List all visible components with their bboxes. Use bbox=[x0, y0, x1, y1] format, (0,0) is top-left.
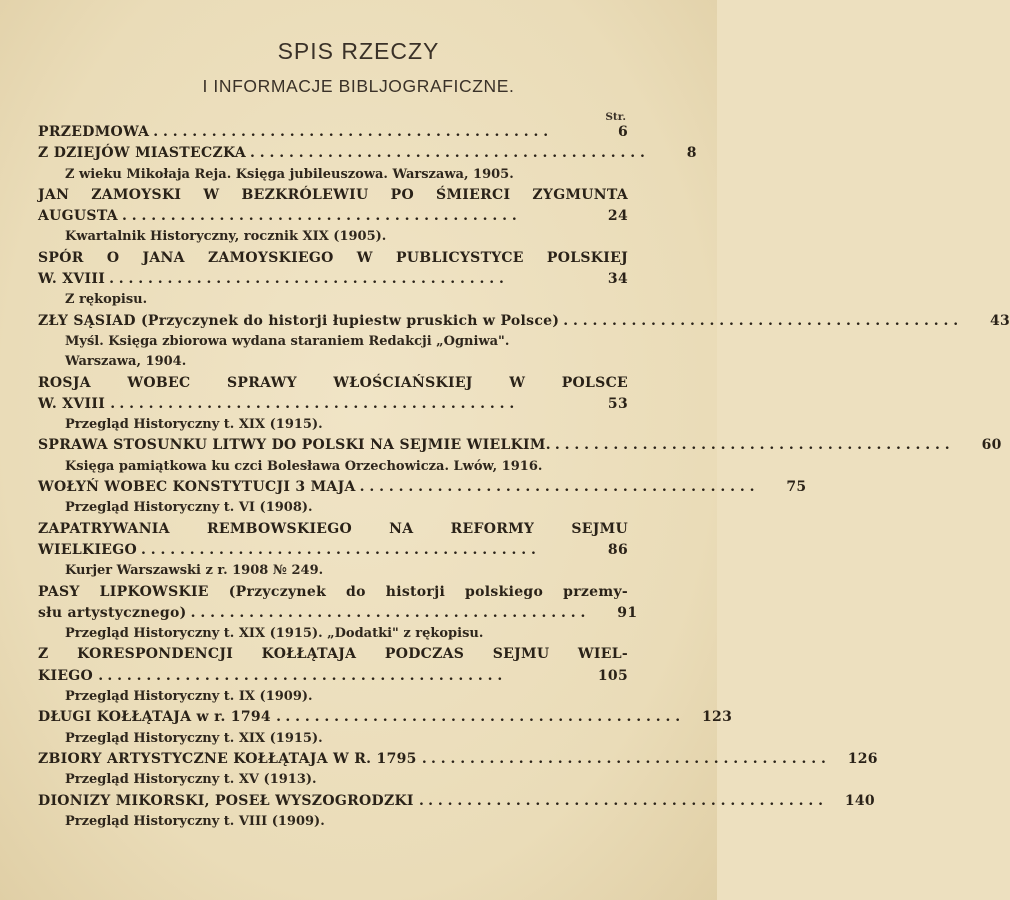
dot-leader: . . . . . . . . . . . . . . . . . . . . . . . . . . . . . . . . . . . . . . . . . bbox=[428, 792, 823, 809]
toc-entry bbox=[38, 521, 628, 584]
toc-entry-title: W. XVIII bbox=[38, 271, 106, 288]
toc-entry-title-line bbox=[38, 584, 628, 605]
toc-entry-title-line bbox=[38, 709, 733, 730]
toc-entry-page-number: 24 bbox=[607, 208, 628, 225]
toc-entry-page-number: 123 bbox=[702, 709, 733, 726]
toc-entry-title: KIEGO . bbox=[38, 667, 104, 684]
toc-entry-title: PRZEDMOWA bbox=[38, 124, 150, 140]
toc-entry-title-line bbox=[38, 792, 875, 814]
toc-entry bbox=[38, 145, 697, 187]
toc-entry-title: SPRAWA STOSUNKU LITWY DO POLSKI NA SEJMIE WIELKIM. bbox=[38, 437, 551, 454]
toc-entry-title-line bbox=[38, 604, 638, 626]
dot-leader: . . . . . . . . . . . . . . . . . . . . . . . . . . . . . . . . . . . . . . . . . bbox=[359, 479, 755, 496]
dot-leader: . . . . . . . . . . . . . . . . . . . . . . . . . . . . . . . . . . . . . . . . . bbox=[119, 395, 515, 412]
toc-entry-source: Przegląd Historyczny t. IX (1909). bbox=[65, 689, 313, 705]
toc-entry-title-line bbox=[38, 271, 628, 292]
toc-entry bbox=[38, 437, 1002, 479]
toc-entry bbox=[38, 792, 875, 835]
toc-entry-source: Przegląd Historyczny t. VI (1908). bbox=[65, 500, 313, 516]
dot-leader: . . . . . . . . . . . . . . . . . . . . . . . . . . . . . . . . . . . . . . . . . bbox=[153, 124, 549, 140]
toc-entry-title: ZBIORY ARTYSTYCZNE KOŁŁĄTAJA W R. 1795 . bbox=[38, 750, 428, 767]
dot-leader: . . . . . . . . . . . . . . . . . . . . . . . . . . . . . . . . . . . . . . . . . bbox=[285, 709, 681, 726]
toc-entry bbox=[38, 709, 733, 751]
toc-entry-source: Kwartalnik Historyczny, rocznik XIX (1905). bbox=[65, 229, 387, 245]
toc-entry-title-line bbox=[38, 479, 807, 500]
toc-entry-title: W. XVIII . bbox=[38, 395, 116, 412]
toc-entry-title-line bbox=[38, 542, 628, 563]
toc-entry-source: Warszawa, 1904. bbox=[65, 354, 187, 370]
toc-entry-title: JAN ZAMOYSKI W BEZKRÓLEWIU PO ŚMIERCI ZYGMUNTA bbox=[38, 186, 628, 203]
toc-entry bbox=[38, 312, 1010, 375]
dot-leader: . . . . . . . . . . . . . . . . . . . . . . . . . . . . . . . . . . . . . . . . . bbox=[554, 437, 950, 454]
toc-entry-title-line bbox=[38, 646, 628, 667]
toc-entry-title: Z DZIEJÓW MIASTECZKA bbox=[38, 145, 247, 162]
toc-entry-title-line bbox=[38, 145, 697, 166]
toc-entry-title: słu artystycznego) bbox=[38, 604, 187, 621]
toc-entry-title-line bbox=[38, 124, 628, 145]
toc-entry bbox=[38, 479, 807, 521]
toc-entry-title-line bbox=[38, 521, 628, 542]
toc-entry-title-line bbox=[38, 312, 1010, 334]
toc-entry-page-number: 126 bbox=[847, 750, 878, 767]
toc-entry-title: WIELKIEGO bbox=[38, 541, 138, 558]
toc-entry bbox=[38, 750, 878, 793]
toc-entry-title: PASY LIPKOWSKIE (Przyczynek do historji polskiego przemy- bbox=[38, 583, 628, 600]
toc-entry-source: Księga pamiątkowa ku czci Bolesława Orzechowicza. Lwów, 1916. bbox=[65, 458, 543, 474]
toc-entry-source: Myśl. Księga zbiorowa wydana staraniem Redakcji „Ogniwa". bbox=[65, 333, 510, 349]
toc-entry-source: Przegląd Historyczny t. XIX (1915). bbox=[65, 417, 323, 433]
toc-entry-page-number: 43 bbox=[990, 312, 1010, 329]
dot-leader: . . . . . . . . . . . . . . . . . . . . . . . . . . . . . . . . . . . . . . . . . bbox=[563, 312, 959, 329]
toc-entry-source: Przegląd Historyczny t. XIX (1915). „Dodatki" z rękopisu. bbox=[65, 626, 484, 642]
page-subtitle: I INFORMACJE BIBLJOGRAFICZNE. bbox=[202, 76, 515, 96]
toc-entry-title-line bbox=[38, 396, 628, 417]
dot-leader: . . . . . . . . . . . . . . . . . . . . . . . . . . . . . . . . . . . . . . . . . bbox=[121, 208, 517, 225]
toc-entry-title-line bbox=[38, 375, 628, 396]
toc-entry-title: Z KORESPONDENCJI KOŁŁĄTAJA PODCZAS SEJMU WIEL- bbox=[38, 646, 628, 663]
toc-entry-page-number: 140 bbox=[844, 792, 875, 809]
toc-entry-title: ZŁY SĄSIAD (Przyczynek do historji łupiestw pruskich w Polsce) bbox=[38, 312, 560, 329]
toc-entry-page-number: 60 bbox=[981, 437, 1002, 454]
toc-entry bbox=[38, 124, 628, 145]
toc-entry-page-number: 6 bbox=[617, 124, 628, 140]
toc-entry bbox=[38, 187, 628, 250]
page-column-label: Str. bbox=[605, 111, 626, 123]
toc-entry-page-number: 53 bbox=[607, 395, 628, 412]
toc-entry-source: Przegląd Historyczny t. XIX (1915). bbox=[65, 730, 323, 746]
toc-entry-title: ROSJA WOBEC SPRAWY WŁOŚCIAŃSKIEJ W POLSCE bbox=[38, 374, 628, 391]
dot-leader: . . . . . . . . . . . . . . . . . . . . . . . . . . . . . . . . . . . . . . . . . bbox=[190, 604, 586, 621]
toc-entry-title-line bbox=[38, 250, 628, 271]
toc-entry-title-line bbox=[38, 437, 1002, 458]
dot-leader: . . . . . . . . . . . . . . . . . . . . . . . . . . . . . . . . . . . . . . . . . bbox=[141, 541, 536, 558]
toc-entry bbox=[38, 250, 628, 313]
toc-entry-source: Przegląd Historyczny t. XV (1913). bbox=[65, 772, 317, 788]
toc-entry-page-number: 75 bbox=[786, 479, 807, 496]
toc-entry-title: ZAPATRYWANIA REMBOWSKIEGO NA REFORMY SEJMU bbox=[38, 520, 628, 537]
toc-entry-title: DIONIZY MIKORSKI, POSEŁ WYSZOGRODZKI . bbox=[38, 792, 425, 809]
toc-entry-page-number: 34 bbox=[607, 271, 628, 288]
toc-entry-title: DŁUGI KOŁŁĄTAJA w r. 1794 . bbox=[38, 709, 282, 726]
toc-entry-source: Kurjer Warszawski z r. 1908 № 249. bbox=[65, 563, 324, 579]
toc-entry-title: SPÓR O JANA ZAMOYSKIEGO W PUBLICYSTYCE POLSKIEJ bbox=[38, 249, 628, 266]
toc-entry-title-line bbox=[38, 668, 628, 689]
toc-entry-source: Z rękopisu. bbox=[65, 292, 148, 308]
toc-entry-title-line bbox=[38, 187, 628, 208]
toc-entry-source: Z wieku Mikołaja Reja. Księga jubileuszowa. Warszawa, 1905. bbox=[65, 166, 514, 182]
toc-entry-page-number: 105 bbox=[597, 667, 628, 684]
toc-entry bbox=[38, 583, 638, 647]
toc-entry-title: AUGUSTA bbox=[38, 208, 118, 225]
toc-entry-title: WOŁYŃ WOBEC KONSTYTUCJI 3 MAJA bbox=[38, 479, 356, 496]
dot-leader: . . . . . . . . . . . . . . . . . . . . . . . . . . . . . . . . . . . . . . . . . bbox=[107, 667, 503, 684]
table-of-contents bbox=[38, 124, 1010, 834]
toc-entry-title-line bbox=[38, 208, 628, 229]
toc-entry-page-number: 8 bbox=[686, 145, 697, 162]
dot-leader: . . . . . . . . . . . . . . . . . . . . . . . . . . . . . . . . . . . . . . . . . bbox=[431, 750, 826, 767]
dot-leader: . . . . . . . . . . . . . . . . . . . . . . . . . . . . . . . . . . . . . . . . . bbox=[109, 271, 504, 288]
toc-entry-source: Przegląd Historyczny t. VIII (1909). bbox=[65, 813, 325, 829]
page-title: SPIS RZECZY bbox=[277, 38, 440, 64]
toc-entry bbox=[38, 375, 628, 438]
dot-leader: . . . . . . . . . . . . . . . . . . . . . . . . . . . . . . . . . . . . . . . . . bbox=[250, 145, 645, 162]
toc-entry-title-line bbox=[38, 750, 878, 772]
toc-entry-page-number: 86 bbox=[607, 541, 628, 558]
toc-entry bbox=[38, 646, 628, 709]
toc-entry-page-number: 91 bbox=[617, 604, 638, 621]
